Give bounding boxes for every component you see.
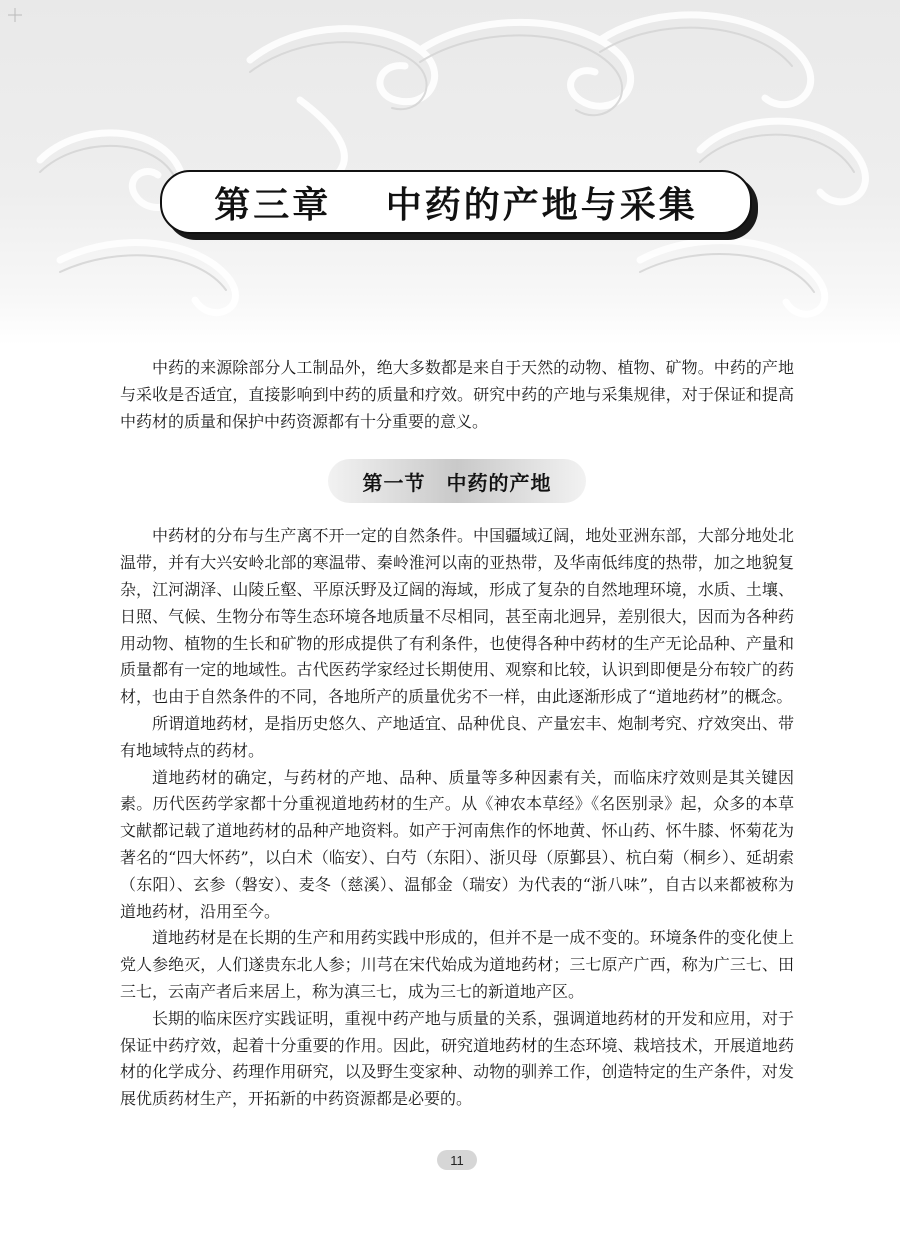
chapter-title: 第三章 中药的产地与采集 [214, 184, 698, 226]
section-heading [120, 459, 794, 503]
body-paragraph: 道地药材的确定，与药材的产地、品种、质量等多种因素有关，而临床疗效则是其关键因素。历代医药学家都十分重视道地药材的生产。从《神农本草经》《名医别录》起，众多的本草文献都记载了道地药材的品种产地资料。如产于河南焦作的怀地黄、怀山药、怀牛膝、怀菊花为著名的“四大怀药”，以白术（临安）、白芍（东阳）、浙贝母（原鄞县）、杭白菊（桐乡）、延胡索（东阳）、玄参（磐安）、麦冬（慈溪）、温郁金（瑞安）为代表的“浙八味”，自古以来都被称为道地药材，沿用至今。 [120, 767, 794, 921]
intro-paragraph: 中药的来源除部分人工制品外，绝大多数都是来自于天然的动物、植物、矿物。中药的产地与采收是否适宜，直接影响到中药的质量和疗效。研究中药的产地与采集规律，对于保证和提高中药材的质量和保护中药资源都有十分重要的意义。 [120, 358, 794, 431]
crop-mark-icon [8, 8, 22, 22]
page-number-badge [437, 1150, 477, 1170]
body-paragraph: 道地药材是在长期的生产和用药实践中形成的，但并不是一成不变的。环境条件的变化使上党人参绝灭，人们遂贵东北人参；川芎在宋代始成为道地药材；三七原产广西，称为广三七、田三七，云南产者后来居上，称为滇三七，成为三七的新道地产区。 [120, 928, 794, 1001]
section-title-pill [328, 459, 586, 503]
page-number: 11 [450, 1152, 464, 1168]
page-content [120, 355, 794, 1113]
body-paragraph: 中药材的分布与生产离不开一定的自然条件。中国疆域辽阔，地处亚洲东部，大部分地处北温带，并有大兴安岭北部的寒温带、秦岭淮河以南的亚热带，及华南低纬度的热带，加之地貌复杂，江河湖泽、山陵丘壑、平原沃野及辽阔的海域，形成了复杂的自然地理环境，水质、土壤、日照、气候、生物分布等生态环境各地质量不尽相同，甚至南北迥异，差别很大，因而为各种药用动物、植物的生长和矿物的形成提供了有利条件，也使得各种中药材的生产无论品种、产量和质量都有一定的地域性。古代医药学家经过长期使用、观察和比较，认识到即便是分布较广的药材，也由于自然条件的不同，各地所产的质量优劣不一样，由此逐渐形成了“道地药材”的概念。 [120, 526, 794, 707]
body-paragraph: 长期的临床医疗实践证明，重视中药产地与质量的关系，强调道地药材的开发和应用，对于保证中药疗效，起着十分重要的作用。因此，研究道地药材的生态环境、栽培技术，开展道地药材的化学成分、药理作用研究，以及野生变家种、动物的驯养工作，创造特定的生产条件，对发展优质药材生产，开拓新的中药资源都是必要的。 [120, 1008, 794, 1109]
body-paragraph: 所谓道地药材，是指历史悠久、产地适宜、品种优良、产量宏丰、炮制考究、疗效突出、带有地域特点的药材。 [120, 713, 794, 760]
section-title: 第一节 中药的产地 [362, 470, 552, 495]
chapter-title-box [160, 170, 752, 234]
